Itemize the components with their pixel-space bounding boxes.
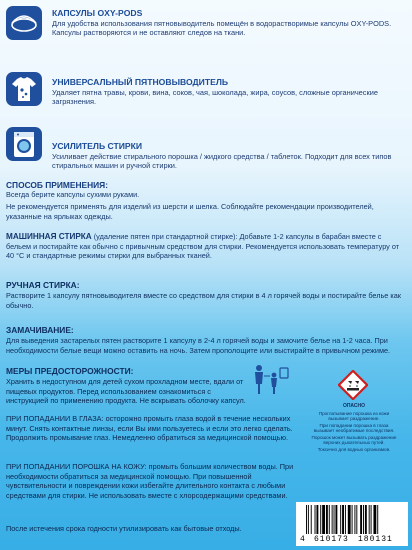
hazard-line-4: вызывает необратимые последствия. [313,428,395,434]
corrosion-hazard-icon [338,370,368,400]
machine-wash-title: МАШИННАЯ СТИРКА [6,232,92,241]
hand-wash-title: РУЧНАЯ СТИРКА: [6,280,80,290]
barcode-bars [296,502,408,536]
barcode-group-2: 180131 [358,535,393,544]
capsule-icon [6,6,42,40]
soak-text: Для выведения застарелых пятен растворите 1 капсулу в 2-4 л горячей воды и замочите белье на 1-2 часа. При необходимости белые вещи можно оставить на ночь. Затем прополощите или выстирайте в привычном режиме. [6,336,391,355]
hazard-line-1: Проглатывание порошка из кожи [318,411,390,416]
machine-wash-text: Добавьте 1-2 капсулы в барабан вместе с бельем и постирайте как обычно с привычным средством для стирки. Рекомендуется использовать температуру от 40 °С и стандартные режимы стирки для выбранных тканей. [6,232,400,261]
hazard-line-2: вызывает раздражение. [328,416,380,422]
machine-wash-subtitle: (удаление пятен при стандартной стирке): [93,232,238,241]
precautions-title: МЕРЫ ПРЕДОСТОРОЖНОСТИ: [6,366,134,376]
soak-title: ЗАМАЧИВАНИЕ: [6,325,74,335]
skin-warning: ПРИ ПОПАДАНИИ ПОРОШКА НА КОЖУ: промыть большим количеством воды. При необходимости обратиться за медицинской помощью. При повышенной чувствительности и повреждении кожи избегайте длительного контакта с любыми средствами для стирки. Не использовать вместе с хлорсодержащими средствами. [6,462,294,500]
feature-desc-booster: Усиливает действие стирального порошка / жидкого средства / таблеток. Подходит для всех типов стиральных машин и ручной стирки. [52,152,392,170]
barcode [296,502,408,546]
hazard-line-6: верхних дыхательных путей. [323,440,385,446]
feature-title-capsules: КАПСУЛЫ OXY-PODS [52,8,143,18]
barcode-group-1: 610173 [314,535,349,544]
keep-away-from-children-icon [250,362,290,396]
feature-title-universal: УНИВЕРСАЛЬНЫЙ ПЯТНОВЫВОДИТЕЛЬ [52,77,229,87]
machine-wash-block [6,232,406,261]
feature-desc-universal: Удаляет пятна травы, крови, вина, соков, чая, шоколада, жира, соусов, сложные органические загрязнения. [52,88,378,106]
usage-title: СПОСОБ ПРИМЕНЕНИЯ: [6,180,108,190]
t-shirt-stains-icon [6,72,42,106]
barcode-first-digit: 4 [300,535,305,544]
hazard-line-3: При попадании порошка в глаза [319,423,389,428]
washing-machine-icon [6,127,42,161]
usage-line2: Не рекомендуется применять для изделий из шерсти и шелка. Соблюдайте рекомендации производителей, указанные на ярлыках одежды. [6,202,374,221]
hazard-label: ОПАСНО [342,403,366,409]
eyes-warning: ПРИ ПОПАДАНИИ В ГЛАЗА: осторожно промыть глаза водой в течение нескольких минут. Снять контактные линзы, если Вы ими пользуетесь и если это легко сделать. Продолжить промывание глаз. Немедленно обратиться за медицинской помощью. [6,414,293,443]
disposal-note: После истечения срока годности утилизировать как бытовые отходы. [6,524,242,533]
feature-desc-capsules: Для удобства использования пятновыводитель помещён в водорастворимые капсулы OXY-PODS. Капсулы растворяются и не оставляют следов на ткани. [52,19,392,37]
hazard-line-5: Порошок может вызывать раздражение [311,435,397,440]
precautions-text: Хранить в недоступном для детей сухом прохладном месте, вдали от пищевых продуктов. Перед использованием ознакомиться с инструкцией по применению продукта. Не вскрывать оболочку капсул. [6,377,246,406]
feature-title-booster: УСИЛИТЕЛЬ СТИРКИ [52,141,143,151]
hazard-line-7: Токсично для водных организмов. [317,447,391,452]
usage-line1: Всегда берите капсулы сухими руками. [6,190,140,199]
hand-wash-text: Растворите 1 капсулу пятновыводителя вместе со средством для стирки в 4 л горячей воды и постирайте белье как обычно. [6,291,401,310]
